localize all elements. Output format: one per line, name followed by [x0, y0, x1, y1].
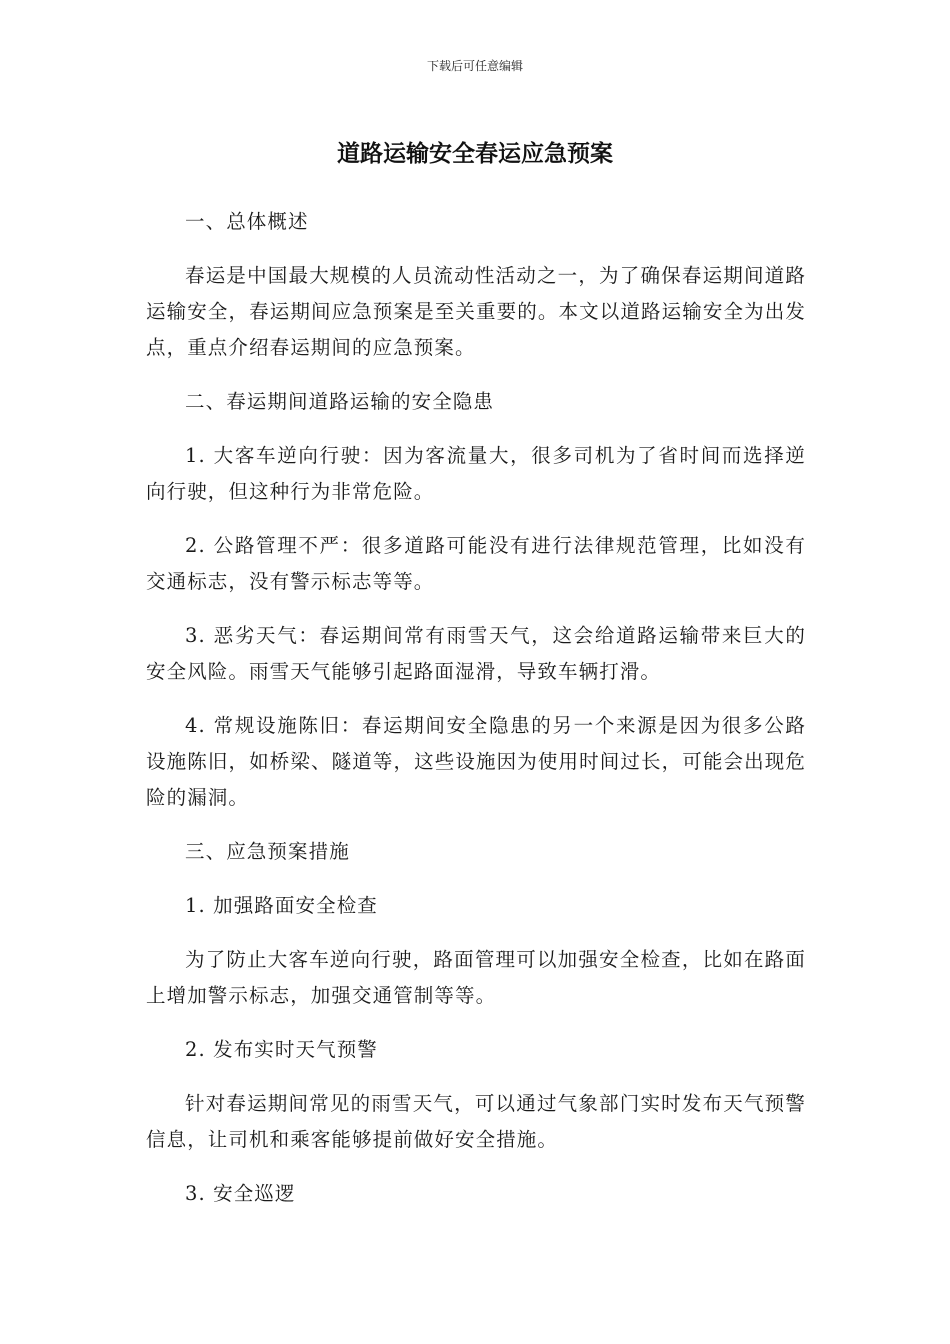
section-heading-measures: 三、应急预案措施 — [185, 840, 350, 863]
hazard-item-2: 2. 公路管理不严：很多道路可能没有进行法律规范管理，比如没有交通标志，没有警示标志等等。 — [146, 534, 806, 593]
measure-heading-2: 2. 发布实时天气预警 — [185, 1038, 378, 1061]
document-title: 道路运输安全春运应急预案 — [337, 141, 613, 167]
measure-heading-1: 1. 加强路面安全检查 — [185, 894, 378, 917]
paragraph-overview: 春运是中国最大规模的人员流动性活动之一，为了确保春运期间道路运输安全，春运期间应急预案是至关重要的。本文以道路运输安全为出发点，重点介绍春运期间的应急预案。 — [146, 264, 806, 359]
measure-paragraph-2: 针对春运期间常见的雨雪天气，可以通过气象部门实时发布天气预警信息，让司机和乘客能够提前做好安全措施。 — [146, 1092, 806, 1151]
hazard-item-1: 1. 大客车逆向行驶：因为客流量大，很多司机为了省时间而选择逆向行驶，但这种行为非常危险。 — [146, 444, 806, 503]
section-heading-overview: 一、总体概述 — [185, 210, 309, 233]
document-body — [146, 204, 806, 1230]
measure-paragraph-1: 为了防止大客车逆向行驶，路面管理可以加强安全检查，比如在路面上增加警示标志，加强交通管制等等。 — [146, 948, 806, 1007]
section-heading-hazards: 二、春运期间道路运输的安全隐患 — [185, 390, 495, 413]
header-note: 下载后可任意编辑 — [426, 59, 523, 73]
hazard-item-4: 4. 常规设施陈旧：春运期间安全隐患的另一个来源是因为很多公路设施陈旧，如桥梁、隧道等，这些设施因为使用时间过长，可能会出现危险的漏洞。 — [146, 714, 806, 809]
hazard-item-3: 3. 恶劣天气：春运期间常有雨雪天气，这会给道路运输带来巨大的安全风险。雨雪天气能够引起路面湿滑，导致车辆打滑。 — [146, 624, 806, 683]
measure-heading-3: 3. 安全巡逻 — [185, 1182, 296, 1205]
